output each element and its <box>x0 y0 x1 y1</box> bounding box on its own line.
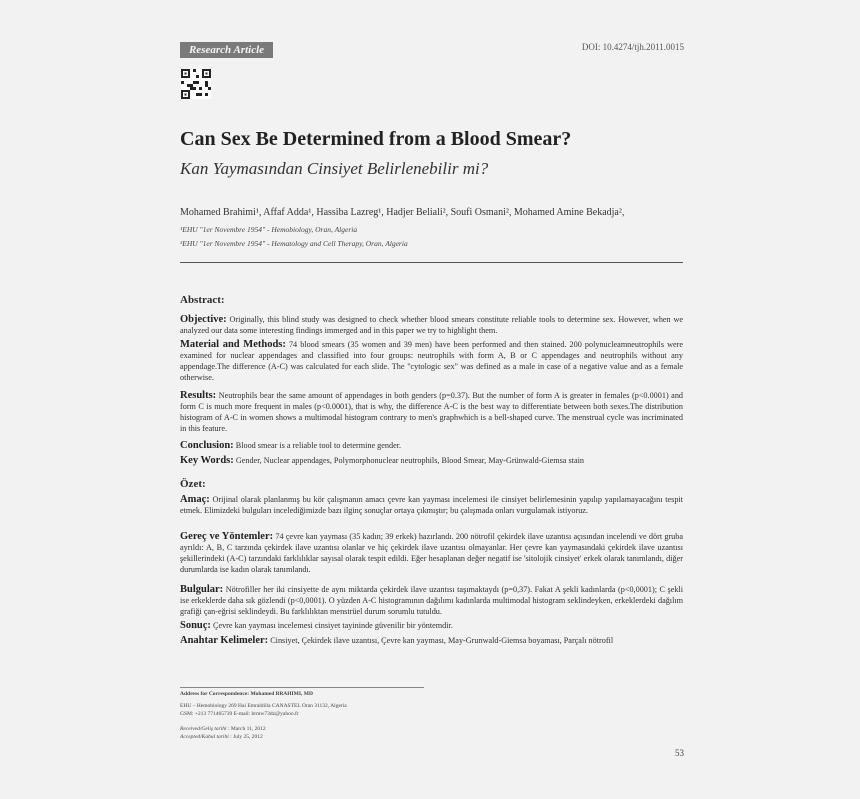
results-label: Results: <box>180 390 217 401</box>
abstract-methods <box>180 339 683 383</box>
methods-text: 74 blood smears (35 women and 39 men) have been performed and then stained. 200 polynucleamneutrophils were examined for nuclear appendages and classified into four groups: neutrophils with form A, B or C appendages and neutrophils without any appendage.The difference (A-C) was calculated for each slide. The "cytologic sex" was defined as a male in case of a negative value and as a female otherwise. <box>180 340 684 382</box>
keywords-label: Key Words: <box>180 455 234 466</box>
sonuc-text: Çevre kan yayması incelemesi cinsiyet tayininde güvenilir bir yöntemdir. <box>212 621 453 630</box>
anahtar-label: Anahtar Kelimeler: <box>180 635 269 646</box>
gerec-text: 74 çevre kan yayması (35 kadın; 39 erkek) hazırlandı. 200 nötrofil çekirdek ilave uzantısı açısından incelendi ve dört gruba ayrıldı: A, B, C tarzında çekirdek ilave uzantısı olanlar ve hiç çekirdek ilave uzantısı olmayanlar. Her çevre kan yaymasındaki çekirdek ilave uzantısı şekillerindeki (A-C) tarzındaki farklılıklar sayısal olarak tespit edildi. Eğer hesaplanan değer negatif ise 'sitolojik cinsiyet' erkek olarak tanımlandı, diğer durumlarda ise kadın olarak tanımlandı. <box>180 532 683 574</box>
amac-text: Orijinal olarak planlanmış bu kör çalışmanın amacı çevre kan yayması incelemesi ile cinsiyet belirlemesinin yapılıp yapılamayacağını tespit etmek. Elimizdeki bulguları incelediğimizde bazı ilginç sonuçlar ortaya çıkmıştır; bu çalışmada onları vurgulamak istiyoruz. <box>180 495 683 515</box>
article-subtitle: Kan Yaymasından Cinsiyet Belirlenebilir mi? <box>180 159 489 178</box>
ozet-amac <box>180 494 683 516</box>
results-text: Neutrophils bear the same amount of appendages in both genders (p=0.37). But the number of form A is greater in females (p<0.0001) and form C is much more frequent in males (p<0.0001), that is why, the difference A-C is the best way to differentiate between both sexes.The distribution histogram of A-C in women shows a multimodal histogram contrary to men's graphwhich is a bell-shaped curve. The menstrual cycle was incriminated in this feature. <box>180 391 684 433</box>
objective-text: Originally, this blind study was designed to check whether blood smears constitute reliable tools to determine sex. However, when we analyzed our data some interesting findings immerged and in this paper we try to highlight them. <box>180 315 684 335</box>
ozet-heading: Özet: <box>180 478 206 490</box>
qr-code-icon <box>181 69 211 99</box>
received-line <box>180 726 430 734</box>
accepted-date: : July 25, 2012 <box>230 734 263 740</box>
affiliation-1: ¹EHU "1er Novembre 1954" - Hemobiology, Oran, Algeria <box>180 225 358 234</box>
author-list: Mohamed Brahimi¹, Affaf Adda¹, Hassiba Lazreg¹, Hadjer Beliali², Soufi Osmani², Mohamed Amine Bekadja², <box>180 207 625 218</box>
ozet-sonuc <box>180 620 683 631</box>
correspondence-line <box>180 691 430 699</box>
doi-text: DOI: 10.4274/tjh.2011.0015 <box>581 42 684 52</box>
keywords-text: Gender, Nuclear appendages, Polymorphonuclear neutrophils, Blood Smear, May-Grünwald-Giemsa stain <box>235 456 584 465</box>
correspondence-contact: GSM: +213 771465739 E-mail: brmw73dz@yahoo.fr <box>180 711 299 717</box>
bulgular-text: Nötrofiller her iki cinsiyette de aynı miktarda çekirdek ilave uzantısı taşımaktaydı (p=0,37). Fakat A şekli kadınlarda (p<0,0001); C şekli ise erkeklerde daha sık gözlendi (p<0,0001). O yüzden A-C histogramının dağılımı kadınlarda multimodal histogram seklindeyken, erkeklerdeki dağılım grafiği çan-eğrisi seklindeydi. Bu farklılıktan menstrüel durum sorumlu tutuldu. <box>180 585 683 616</box>
methods-label: Material and Methods: <box>180 339 286 350</box>
ozet-bulgular <box>180 584 683 617</box>
correspondence-label: Address for Correspondence: <box>180 691 250 697</box>
header-divider <box>180 262 683 263</box>
objective-label: Objective: <box>180 314 227 325</box>
gerec-label: Gereç ve Yöntemler: <box>180 531 274 542</box>
correspondence-address: EHU – Hemobiology 269 Hai Emraldiila CANASTEL Oran 31132, Algeria <box>180 703 347 709</box>
conclusion-text: Blood smear is a reliable tool to determine gender. <box>235 441 402 450</box>
abstract-conclusion <box>180 440 683 451</box>
anahtar-text: Cinsiyet, Çekirdek ilave uzantısı, Çevre kan yayması, May-Grunwald-Giemsa boyaması, Parçalı nötrofil <box>270 636 614 645</box>
ozet-gerec <box>180 531 683 575</box>
amac-label: Amaç: <box>180 494 210 505</box>
bulgular-label: Bulgular: <box>180 584 224 595</box>
received-date: : March 11, 2012 <box>227 726 266 732</box>
sonuc-label: Sonuç: <box>180 620 211 631</box>
research-article-badge: Research Article <box>180 42 273 58</box>
accepted-label: Accepted/Kabul tarihi <box>180 734 229 740</box>
ozet-anahtar <box>180 635 683 646</box>
abstract-heading: Abstract: <box>180 294 225 306</box>
article-title: Can Sex Be Determined from a Blood Smear? <box>180 128 572 150</box>
abstract-results <box>180 390 683 434</box>
received-label: Received/Geliş tarihi <box>180 726 227 732</box>
abstract-objective <box>180 314 683 336</box>
page-number: 53 <box>675 748 684 758</box>
abstract-keywords <box>180 455 683 466</box>
accepted-line <box>180 734 430 742</box>
affiliation-2: ²EHU "1er Novembre 1954" - Hematology and Cell Therapy, Oran, Algeria <box>180 239 408 248</box>
conclusion-label: Conclusion: <box>180 440 234 451</box>
correspondence-name: Mohamed BRAHIMI, MD <box>250 691 313 697</box>
footnote-divider <box>180 687 424 688</box>
